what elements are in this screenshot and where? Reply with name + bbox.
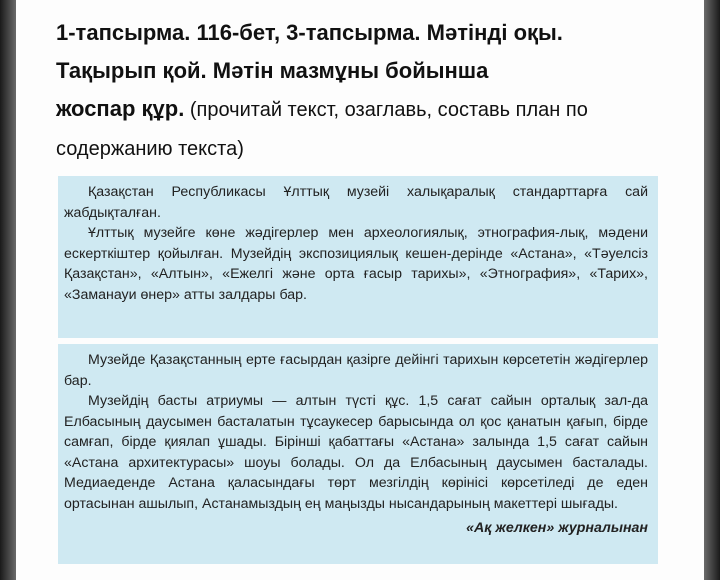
box2-paragraph-2: Музейдің басты атриумы — алтын түсті құс. 1,5 сағат сайын орталық зал-да Елбасының даусымен басталатын тұсаукесер барысында ол қос қанатын қағып, бірде самғап, бірде қиялап ұшады. Бірінші қабаттағы «Астана» залында 1,5 сағат сайын «Астана архитектурасы» шоуы болады. Ол да Елбасының даусымен басталады. Медиаеденде Астана қаласындағы төрт мезгілдің көрінісі көрсетіледі де еден ортасынан ашылып, Астанамыздың ең маңызды нысандарының макеттері шығады. (64, 393, 648, 512)
box1-paragraph-2: Ұлттық музейге көне жәдігерлер мен археологиялық, этнография-лық, мәдени ескерткіштер қойылған. Музейдің экспозициялық кешен-дерінде «Астана», «Тәуелсіз Қазақстан», «Алтын», «Ежелгі және орта ғасыр тарихы», «Этнография», «Тарих», «Заманауи өнер» атты залдары бар. (64, 225, 648, 303)
header-line-1 (56, 14, 696, 52)
header-line-4 (56, 129, 696, 168)
header-line-3 (56, 90, 696, 129)
header-bold-3: жоспар құр. (56, 96, 185, 121)
header-line-2 (56, 52, 696, 90)
photo-edge-left (0, 0, 16, 580)
header-translation: (прочитай текст, озаглавь, составь план по (184, 99, 588, 121)
assignment-header (56, 14, 696, 168)
header-translation-cont: содержанию текста) (56, 138, 244, 160)
header-bold-1: 1-тапсырма. 116-бет, 3-тапсырма. Мәтінді оқы. (56, 20, 563, 45)
header-bold-2: Тақырып қой. Мәтін мазмұны бойынша (56, 58, 489, 83)
photo-edge-right (704, 0, 720, 580)
box2-paragraph-1: Музейде Қазақстанның ерте ғасырдан қазірге дейінгі тарихын көрсететін жәдігерлер бар. (64, 352, 648, 389)
text-box-2 (58, 344, 658, 564)
box1-paragraph-1: Қазақстан Республикасы Ұлттық музейі халықаралық стандарттарға сай жабдықталған. (64, 184, 648, 221)
source-citation: «Ақ желкен» журналынан (466, 520, 648, 536)
text-box-1 (58, 176, 658, 338)
